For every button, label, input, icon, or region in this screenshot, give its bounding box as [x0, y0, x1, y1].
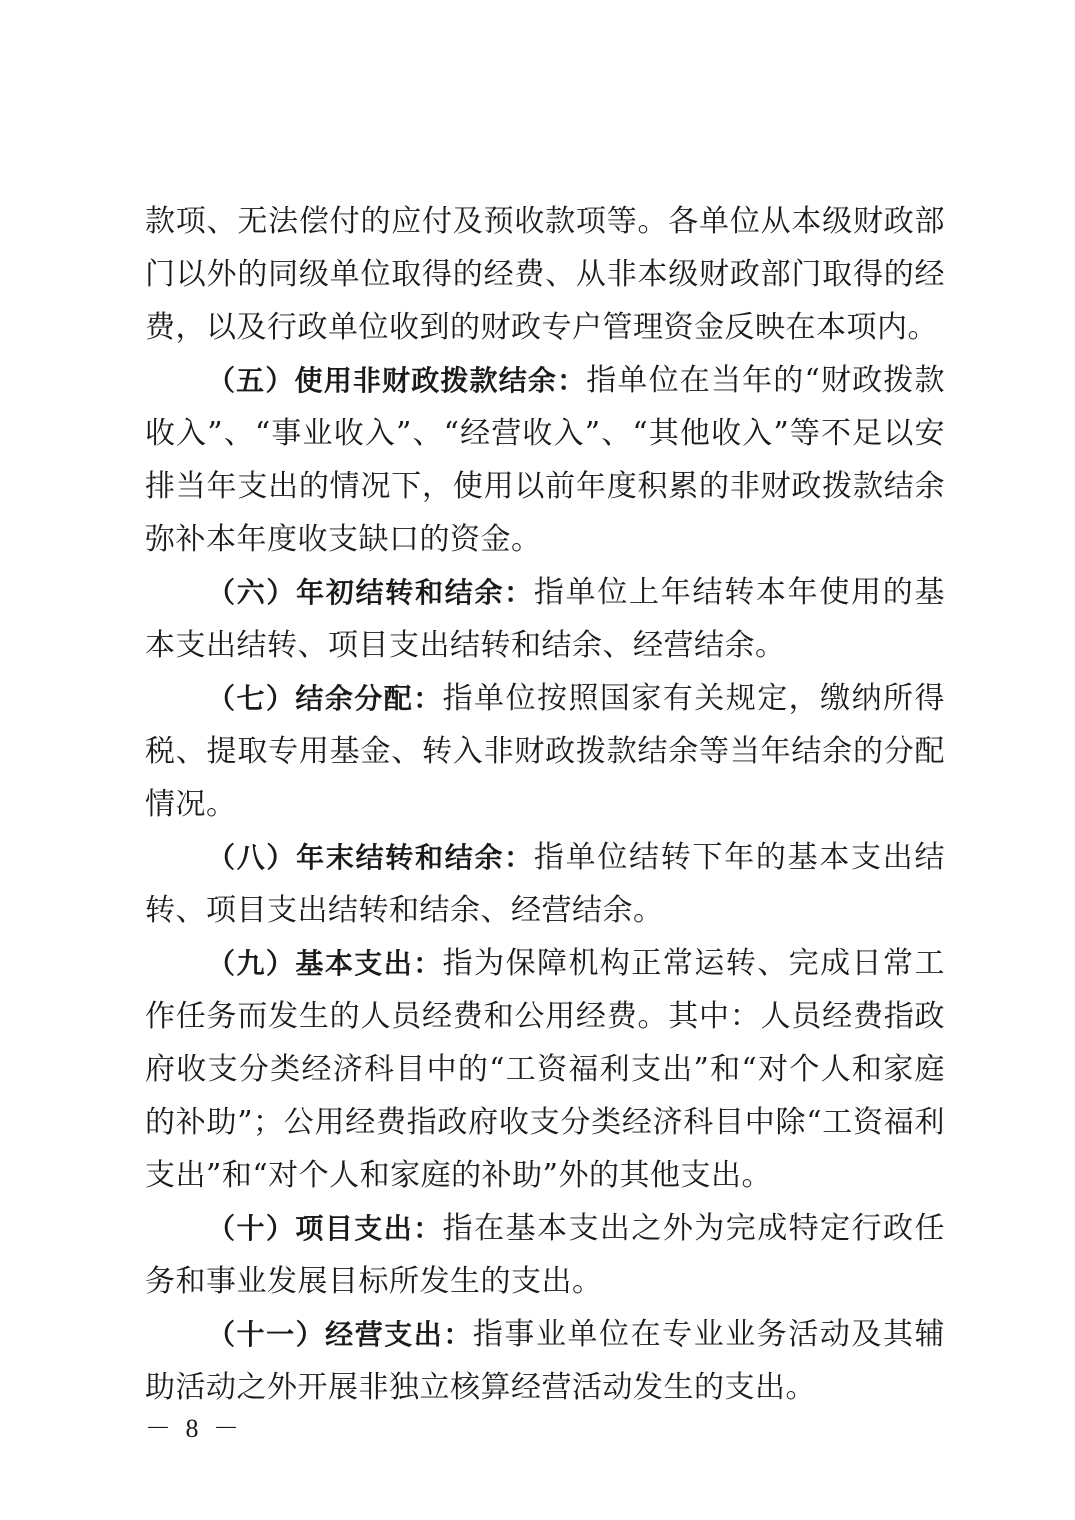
paragraph-text: 指为保障机构正常运转、完成日常工作任务而发生的人员经费和公用经费。其中：人员经费指政府收支分类经济科目中的“工资福利支出”和“对个人和家庭的补助”；公用经费指政府收支分类经济科目中除“工资福利支出”和“对个人和家庭的补助”外的其他支出。 — [145, 946, 945, 1193]
paragraph-item-11 — [145, 1308, 945, 1414]
paragraph-text: 指单位结转下年的基本支出结转、项目支出结转和结余、经营结余。 — [145, 840, 945, 928]
paragraph-text: 指单位上年结转本年使用的基本支出结转、项目支出结转和结余、经营结余。 — [145, 575, 945, 663]
paragraph-continuation — [145, 195, 945, 354]
paragraph-item-6 — [145, 566, 945, 672]
page-number: － 8 － — [145, 1414, 244, 1443]
paragraph-text: 指事业单位在专业业务活动及其辅助活动之外开展非独立核算经营活动发生的支出。 — [145, 1317, 945, 1405]
paragraph-text: 指在基本支出之外为完成特定行政任务和事业发展目标所发生的支出。 — [145, 1211, 945, 1299]
term-label: （七）结余分配： — [207, 682, 443, 715]
term-label: （九）基本支出： — [207, 947, 443, 980]
body-text — [145, 195, 945, 1414]
term-label: （六）年初结转和结余： — [207, 576, 534, 609]
term-label: （十）项目支出： — [207, 1212, 443, 1245]
paragraph-item-5 — [145, 354, 945, 566]
term-label: （五）使用非财政拨款结余： — [207, 364, 587, 397]
paragraph-text: 款项、无法偿付的应付及预收款项等。各单位从本级财政部门以外的同级单位取得的经费、从非本级财政部门取得的经费，以及行政单位收到的财政专户管理资金反映在本项内。 — [145, 204, 945, 345]
paragraph-item-8 — [145, 831, 945, 937]
term-label: （八）年末结转和结余： — [207, 841, 534, 874]
paragraph-text: 指单位在当年的“财政拨款收入”、“事业收入”、“经营收入”、“其他收入”等不足以安排当年支出的情况下，使用以前年度积累的非财政拨款结余弥补本年度收支缺口的资金。 — [145, 363, 945, 557]
paragraph-text: 指单位按照国家有关规定，缴纳所得税、提取专用基金、转入非财政拨款结余等当年结余的分配情况。 — [145, 681, 945, 822]
paragraph-item-7 — [145, 672, 945, 831]
paragraph-item-9 — [145, 937, 945, 1202]
paragraph-item-10 — [145, 1202, 945, 1308]
term-label: （十一）经营支出： — [207, 1318, 473, 1351]
